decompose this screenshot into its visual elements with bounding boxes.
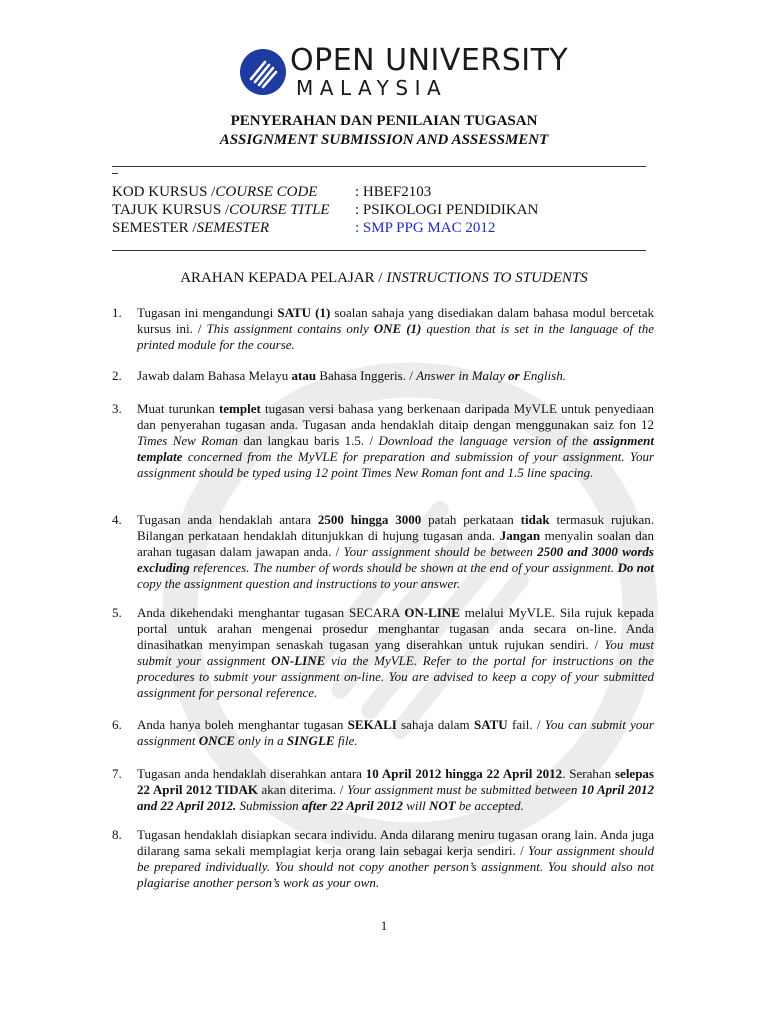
semester-label-ms: SEMESTER / xyxy=(112,220,197,236)
semester-colon: : xyxy=(355,220,363,236)
university-logo xyxy=(238,43,569,105)
instruction-number: 1. xyxy=(112,305,122,320)
instruction-number: 4. xyxy=(112,512,122,527)
divider-top xyxy=(112,166,646,167)
university-emblem-icon xyxy=(238,47,288,97)
page-number: 1 xyxy=(380,918,388,933)
logo-wordmark-line1: OPEN UNIVERSITY xyxy=(290,43,569,78)
instruction-number: 7. xyxy=(112,766,122,781)
course-code-label-ms: KOD KURSUS / xyxy=(112,184,216,200)
instruction-text: Tugasan ini mengandungi SATU (1) soalan sahaja yang disediakan dalam bahasa modul bercetak kursus ini. / This assignment contains only ONE (1) question that is set in the language of the printed module for the course. xyxy=(137,305,654,352)
course-title-value: : PSIKOLOGI PENDIDIKAN xyxy=(355,202,539,218)
document-title-en: ASSIGNMENT SUBMISSION AND ASSESSMENT xyxy=(219,132,549,148)
semester-row xyxy=(112,219,495,237)
semester-label-en: SEMESTER xyxy=(196,220,270,236)
instruction-number: 2. xyxy=(112,368,122,383)
instruction-number: 6. xyxy=(112,717,122,732)
instruction-text: Tugasan anda hendaklah diserahkan antara 10 April 2012 hingga 22 April 2012. Serahan selepas 22 April 2012 TIDAK akan diterima. / Your assignment must be submitted between 10 April 2012 and 22 April 2012. Submission after 22 April 2012 will NOT be accepted. xyxy=(137,766,654,813)
instruction-text: Tugasan anda hendaklah antara 2500 hingga 3000 patah perkataan tidak termasuk rujukan. Bilangan perkataan hendaklah ditunjukkan di hujung tugasan anda. Jangan menyalin soalan dan arahan tugasan dalam jawapan anda. / Your assignment should be between 2500 and 3000 words excluding references. The number of words should be shown at the end of your assignment. Do not copy the assignment question and instructions to your answer. xyxy=(137,512,655,591)
instruction-number: 3. xyxy=(112,401,122,416)
course-title-row xyxy=(112,201,538,219)
course-code-row xyxy=(112,183,431,201)
instructions-heading-en: INSTRUCTIONS TO STUDENTS xyxy=(386,270,588,286)
instructions-heading xyxy=(0,270,768,287)
divider-stub xyxy=(112,173,118,174)
instructions-heading-ms: ARAHAN KEPADA PELAJAR / xyxy=(180,270,387,286)
instruction-text: Jawab dalam Bahasa Melayu atau Bahasa Inggeris. / Answer in Malay or English. xyxy=(137,368,566,383)
instruction-text: Anda dikehendaki menghantar tugasan SECARA ON-LINE melalui MyVLE. Sila rujuk kepada portal untuk arahan mengenai prosedur menghantar tugasan anda secara on-line. Anda dinasihatkan menyimpan senaskah tugasan yang diserahkan untuk rujukan sendiri. / You must submit your assignment ON-LINE via the MyVLE. Refer to the portal for instructions on the procedures to submit your assignment on-line. You are advised to keep a copy of your submitted assignment for personal reference. xyxy=(137,605,655,700)
divider-bottom xyxy=(112,250,646,251)
course-code-label-en: COURSE CODE xyxy=(215,184,318,200)
course-title-label-ms: TAJUK KURSUS / xyxy=(112,202,230,218)
instruction-number: 5. xyxy=(112,605,122,620)
instruction-text: Muat turunkan templet tugasan versi bahasa yang berkenaan daripada MyVLE untuk penyediaan dan penyerahan tugasan anda. Tugasan anda hendaklah ditaip dengan menggunakan saiz fon 12 Times New Roman dan langkau baris 1.5. / Download the language version of the assignment template concerned from the MyVLE for preparation and submission of your assignment. Your assignment should be typed using 12 point Times New Roman font and 1.5 line spacing. xyxy=(137,401,654,480)
course-code-value: : HBEF2103 xyxy=(355,184,432,200)
instruction-number: 8. xyxy=(112,827,122,842)
course-title-label-en: COURSE TITLE xyxy=(229,202,330,218)
instruction-text: Anda hanya boleh menghantar tugasan SEKALI sahaja dalam SATU fail. / You can submit your assignment ONCE only in a SINGLE file. xyxy=(137,717,654,748)
logo-wordmark-line2: MALAYSIA xyxy=(296,76,448,100)
document-title-ms: PENYERAHAN DAN PENILAIAN TUGASAN xyxy=(230,113,538,129)
instruction-text: Tugasan hendaklah disiapkan secara individu. Anda dilarang meniru tugasan orang lain. Anda juga dilarang sama sekali memplagiat kerja orang lain sebagai kerja sendiri. / Your assignment should be prepared individually. You should not copy another person’s assignment. You should also not plagiarise another person’s work as your own. xyxy=(137,827,654,890)
semester-value: SMP PPG MAC 2012 xyxy=(362,220,496,236)
